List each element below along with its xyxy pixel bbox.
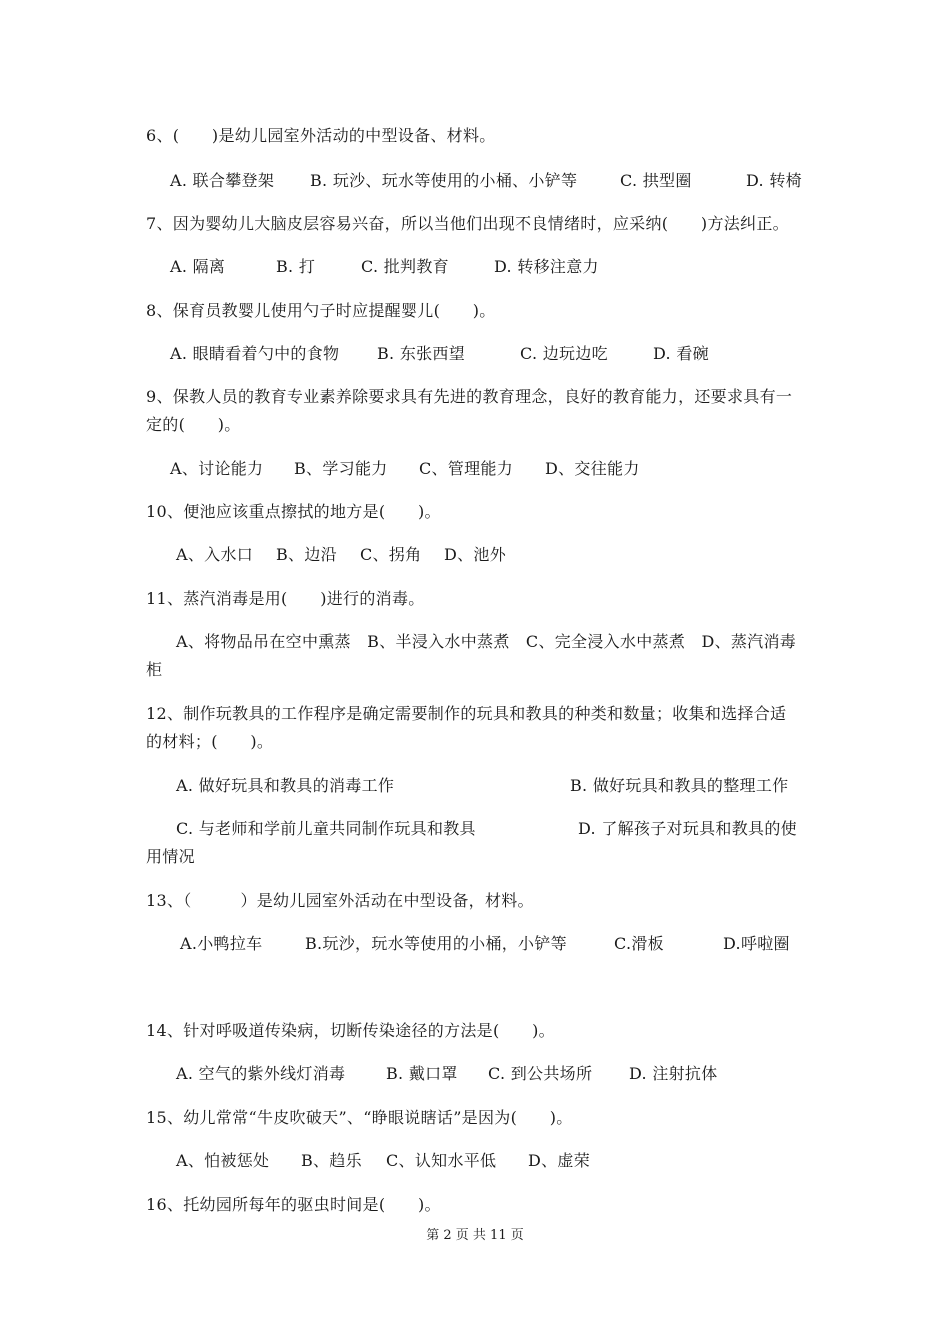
question-11-options-line2: 柜 <box>146 660 163 679</box>
question-8-option-a: A. 眼睛看着勺中的食物 <box>170 344 340 363</box>
question-13-stem: 13、（ ）是幼儿园室外活动在中型设备，材料。 <box>146 891 534 910</box>
question-15-stem: 15、幼儿常常“牛皮吹破天”、“睁眼说瞎话”是因为( )。 <box>146 1108 573 1127</box>
question-7-option-d: D. 转移注意力 <box>494 257 599 276</box>
question-13-option-b: B.玩沙，玩水等使用的小桶，小铲等 <box>305 934 567 953</box>
question-10-option-c: C、拐角 <box>360 545 422 564</box>
question-12-option-a: A. 做好玩具和教具的消毒工作 <box>176 776 395 795</box>
question-7-option-a: A. 隔离 <box>170 257 226 276</box>
question-15-option-b: B、趋乐 <box>301 1151 362 1170</box>
question-9-option-c: C、管理能力 <box>419 459 514 478</box>
question-7-option-b: B. 打 <box>276 257 316 276</box>
question-16-stem: 16、托幼园所每年的驱虫时间是( )。 <box>146 1195 441 1214</box>
question-13-option-a: A.小鸭拉车 <box>180 934 263 953</box>
question-13-option-d: D.呼啦圈 <box>723 934 790 953</box>
question-14-option-d: D. 注射抗体 <box>629 1064 718 1083</box>
question-9-option-a: A、讨论能力 <box>170 459 264 478</box>
question-12-option-b: B. 做好玩具和教具的整理工作 <box>570 776 789 795</box>
question-7-stem: 7、因为婴幼儿大脑皮层容易兴奋，所以当他们出现不良情绪时，应采纳( )方法纠正。 <box>146 214 789 233</box>
question-12-option-d-line1: D. 了解孩子对玩具和教具的使 <box>578 819 797 838</box>
question-10-option-b: B、边沿 <box>276 545 337 564</box>
question-9-stem-line1: 9、保教人员的教育专业素养除要求具有先进的教育理念，良好的教育能力，还要求具有一 <box>146 387 793 406</box>
question-6-stem: 6、( )是幼儿园室外活动的中型设备、材料。 <box>146 126 496 145</box>
question-6-option-d: D. 转椅 <box>746 171 802 190</box>
question-9-option-b: B、学习能力 <box>294 459 388 478</box>
question-15-option-a: A、怕被惩处 <box>176 1151 270 1170</box>
page-number-footer: 第 2 页 共 11 页 <box>426 1228 524 1243</box>
question-8-stem: 8、保育员教婴儿使用勺子时应提醒婴儿( )。 <box>146 301 496 320</box>
question-14-option-c: C. 到公共场所 <box>488 1064 593 1083</box>
question-11-options-line1: A、将物品吊在空中熏蒸 B、半浸入水中蒸煮 C、完全浸入水中蒸煮 D、蒸汽消毒 <box>176 632 797 651</box>
question-7-option-c: C. 批判教育 <box>361 257 449 276</box>
question-9-option-d: D、交往能力 <box>545 459 640 478</box>
question-14-option-b: B. 戴口罩 <box>386 1064 458 1083</box>
question-6-option-b: B. 玩沙、玩水等使用的小桶、小铲等 <box>310 171 578 190</box>
question-14-stem: 14、针对呼吸道传染病，切断传染途径的方法是( )。 <box>146 1021 555 1040</box>
question-12-stem-line1: 12、制作玩教具的工作程序是确定需要制作的玩具和教具的种类和数量；收集和选择合适 <box>146 704 787 723</box>
question-10-option-d: D、池外 <box>444 545 507 564</box>
question-6-option-a: A. 联合攀登架 <box>170 171 275 190</box>
question-11-stem: 11、蒸汽消毒是用( )进行的消毒。 <box>146 589 425 608</box>
question-12-stem-line2: 的材料；( )。 <box>146 732 274 751</box>
question-10-stem: 10、便池应该重点擦拭的地方是( )。 <box>146 502 441 521</box>
question-8-option-d: D. 看碗 <box>653 344 709 363</box>
question-13-option-c: C.滑板 <box>614 934 664 953</box>
question-8-option-b: B. 东张西望 <box>377 344 466 363</box>
question-8-option-c: C. 边玩边吃 <box>520 344 608 363</box>
question-12-option-c: C. 与老师和学前儿童共同制作玩具和教具 <box>176 819 476 838</box>
question-9-stem-line2: 定的( )。 <box>146 415 241 434</box>
question-15-option-c: C、认知水平低 <box>386 1151 497 1170</box>
question-12-option-d-line2: 用情况 <box>146 847 195 866</box>
question-14-option-a: A. 空气的紫外线灯消毒 <box>176 1064 346 1083</box>
question-15-option-d: D、虚荣 <box>528 1151 591 1170</box>
question-10-option-a: A、入水口 <box>176 545 254 564</box>
question-6-option-c: C. 拱型圈 <box>620 171 692 190</box>
